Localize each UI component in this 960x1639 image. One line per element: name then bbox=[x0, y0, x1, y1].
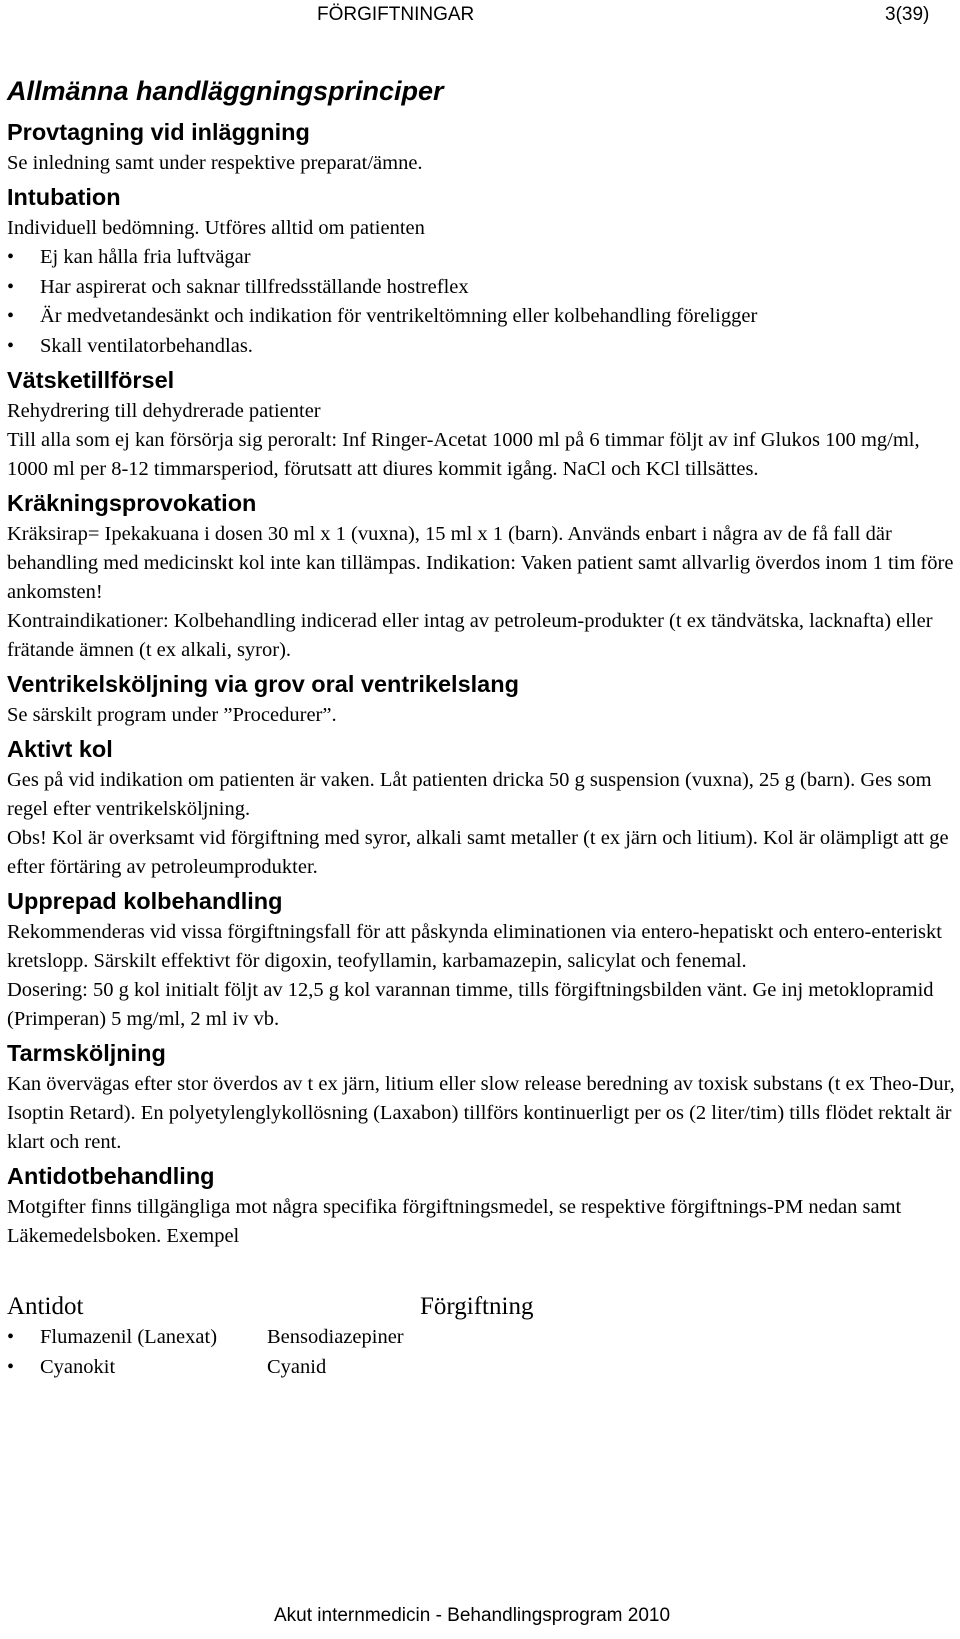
text-vatsketillforsel-1: Rehydrering till dehydrerade patienter bbox=[7, 400, 321, 422]
heading-provtagning: Provtagning vid inläggning bbox=[7, 119, 310, 145]
text-vatsketillforsel-2: Till alla som ej kan försörja sig peroralt: Inf Ringer-Acetat 1000 ml på 6 timmar följt av inf Glukos 100 mg/ml, 1000 ml per 8-12 timmarsperiod, förutsatt att diures kommit igång. NaCl och KCl tillsättes. bbox=[7, 429, 920, 480]
text-aktivt-kol-1: Ges på vid indikation om patienten är vaken. Låt patienten dricka 50 g suspension (vuxna), 25 g (barn). Ges som regel efter ventrikelsköljning. bbox=[7, 769, 932, 820]
heading-intubation: Intubation bbox=[7, 184, 121, 210]
heading-krakningsprovokation: Kräkningsprovokation bbox=[7, 490, 257, 516]
text-upprepad-1: Rekommenderas vid vissa förgiftningsfall för att påskynda eliminationen via entero-hepatiskt och entero-enteriskt kretslopp. Särskilt effektivt för digoxin, teofyllamin, karbamazepin, salicylat och fenemal. bbox=[7, 921, 942, 972]
main-title: Allmänna handläggningsprinciper bbox=[7, 76, 444, 106]
text-upprepad-2: Dosering: 50 g kol initialt följt av 12,5 g kol varannan timme, tills förgiftningsbilden vänt. Ge inj metoklopramid (Primperan) 5 mg/ml, 2 ml iv vb. bbox=[7, 979, 934, 1030]
heading-tarmskoljning: Tarmsköljning bbox=[7, 1040, 166, 1066]
text-tarmskoljning: Kan övervägas efter stor överdos av t ex järn, litium eller slow release beredning av toxisk substans (t ex Theo-Dur, Isoptin Retard). En polyetylenglykollösning (Laxabon) tillförs kontinuerligt per os (2 liter/tim) tills flödet rektalt är klart och rent. bbox=[7, 1073, 955, 1153]
poisoning-name: Cyanid bbox=[267, 1356, 327, 1378]
list-item: • Ej kan hålla fria luftvägar bbox=[7, 243, 955, 273]
text-antidotbehandling: Motgifter finns tillgängliga mot några specifika förgiftningsmedel, se respektive förgiftnings-PM nedan samt Läkemedelsboken. Exempel bbox=[7, 1196, 902, 1247]
text-intubation: Individuell bedömning. Utföres alltid om patienten bbox=[7, 217, 425, 239]
heading-aktivt-kol: Aktivt kol bbox=[7, 736, 113, 762]
antidote-table-header bbox=[7, 1291, 955, 1323]
list-item: • Har aspirerat och saknar tillfredsställande hostreflex bbox=[7, 273, 955, 303]
antidote-row bbox=[7, 1353, 955, 1383]
column-header-antidot: Antidot bbox=[7, 1293, 84, 1320]
poisoning-name: Bensodiazepiner bbox=[267, 1326, 404, 1348]
text-aktivt-kol-2: Obs! Kol är overksamt vid förgiftning med syror, alkali samt metaller (t ex järn och litium). Kol är olämpligt att ge efter förtäring av petroleumprodukter. bbox=[7, 827, 949, 878]
heading-upprepad-kolbehandling: Upprepad kolbehandling bbox=[7, 888, 283, 914]
list-item: • Skall ventilatorbehandlas. bbox=[7, 332, 955, 362]
intubation-list bbox=[7, 243, 955, 361]
text-provtagning: Se inledning samt under respektive preparat/ämne. bbox=[7, 152, 423, 174]
antidote-row bbox=[7, 1323, 955, 1353]
heading-vatsketillforsel: Vätsketillförsel bbox=[7, 367, 175, 393]
page-number: 3(39) bbox=[885, 4, 930, 25]
column-header-forgiftning: Förgiftning bbox=[420, 1293, 534, 1320]
header-title: FÖRGIFTNINGAR bbox=[317, 4, 475, 25]
text-krakning-2: Kontraindikationer: Kolbehandling indicerad eller intag av petroleum-produkter (t ex tändvätska, lacknafta) eller frätande ämnen (t ex alkali, syror). bbox=[7, 610, 933, 661]
antidote-name: • Cyanokit bbox=[40, 1356, 116, 1378]
antidote-name: • Flumazenil (Lanexat) bbox=[40, 1326, 218, 1348]
text-krakning-1: Kräksirap= Ipekakuana i dosen 30 ml x 1 (vuxna), 15 ml x 1 (barn). Används enbart i några av de få fall där behandling med medicinskt kol inte kan tillämpas. Indikation: Vaken patient samt allvarlig överdos inom 1 tim före ankomsten! bbox=[7, 523, 954, 603]
list-item: • Är medvetandesänkt och indikation för ventrikeltömning eller kolbehandling föreligger bbox=[7, 302, 955, 332]
antidote-list bbox=[7, 1323, 955, 1383]
page-content bbox=[7, 72, 955, 1383]
page-footer: Akut internmedicin - Behandlingsprogram 2010 bbox=[274, 1605, 671, 1626]
text-ventrikelskoljning: Se särskilt program under ”Procedurer”. bbox=[7, 704, 337, 726]
heading-antidotbehandling: Antidotbehandling bbox=[7, 1163, 215, 1189]
heading-ventrikelskoljning: Ventrikelsköljning via grov oral ventrikelslang bbox=[7, 671, 519, 697]
